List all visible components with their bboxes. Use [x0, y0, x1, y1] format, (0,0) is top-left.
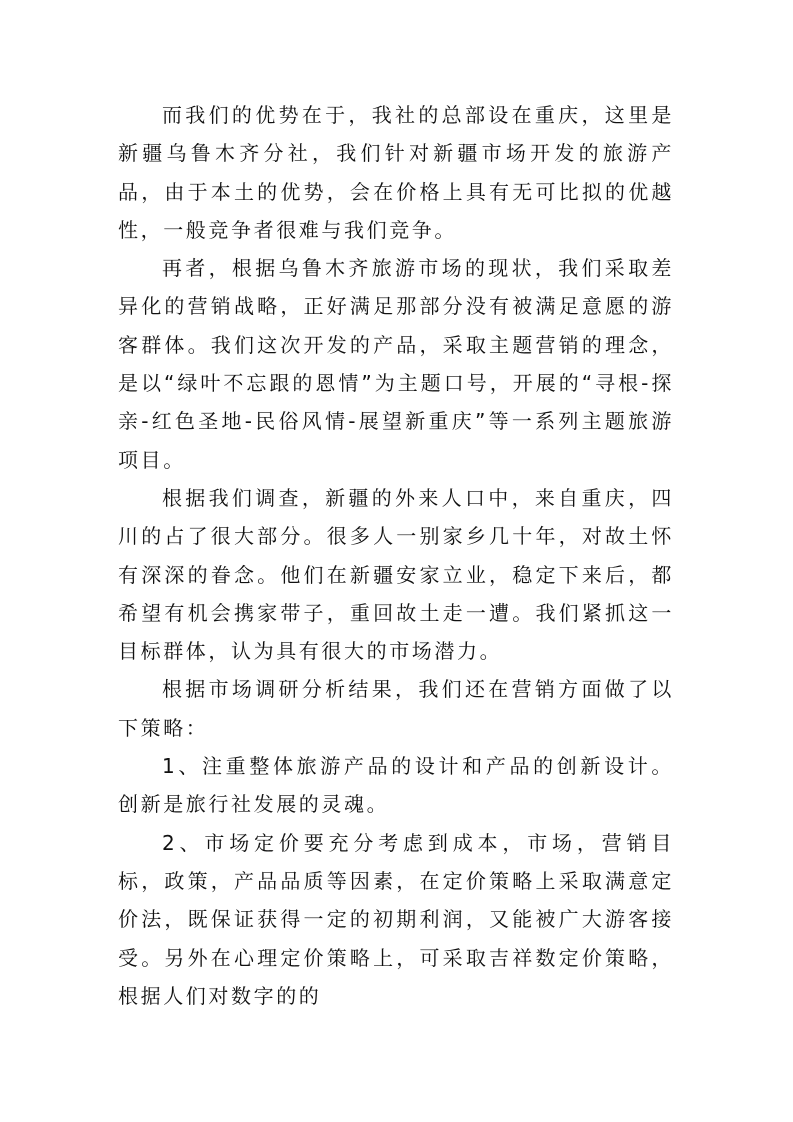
paragraph-strategy: 再者，根据乌鲁木齐旅游市场的现状，我们采取差异化的营销战略，正好满足那部分没有被满足意愿的游客群体。我们这次开发的产品，采取主题营销的理念，是以“绿叶不忘跟的恩情”为主题口号，开展的“寻根-探亲-红色圣地-民俗风情-展望新重庆”等一系列主题旅游项目。: [118, 256, 674, 472]
paragraph-point-2: 2、市场定价要充分考虑到成本，市场，营销目标，政策，产品品质等因素，在定价策略上采取满意定价法，既保证获得一定的初期利润，又能被广大游客接受。另外在心理定价策略上，可采取吉祥数定价策略，根据人们对数字的的: [118, 830, 674, 1008]
paragraph-survey: 根据我们调查，新疆的外来人口中，来自重庆，四川的占了很大部分。很多人一别家乡几十年，对故土怀有深深的眷念。他们在新疆安家立业，稳定下来后，都希望有机会携家带子，重回故土走一遭。我们紧抓这一目标群体，认为具有很大的市场潜力。: [118, 485, 674, 664]
paragraph-marketing-intro: 根据市场调研分析结果，我们还在营销方面做了以下策略：: [118, 677, 674, 740]
document-body: [118, 96, 674, 1015]
paragraph-advantage: 而我们的优势在于，我社的总部设在重庆，这里是新疆乌鲁木齐分社，我们针对新疆市场开发的旅游产品，由于本土的优势，会在价格上具有无可比拟的优越性，一般竞争者很难与我们竞争。: [118, 103, 674, 242]
paragraph-point-1: 1、注重整体旅游产品的设计和产品的创新设计。创新是旅行社发展的灵魂。: [118, 754, 674, 817]
